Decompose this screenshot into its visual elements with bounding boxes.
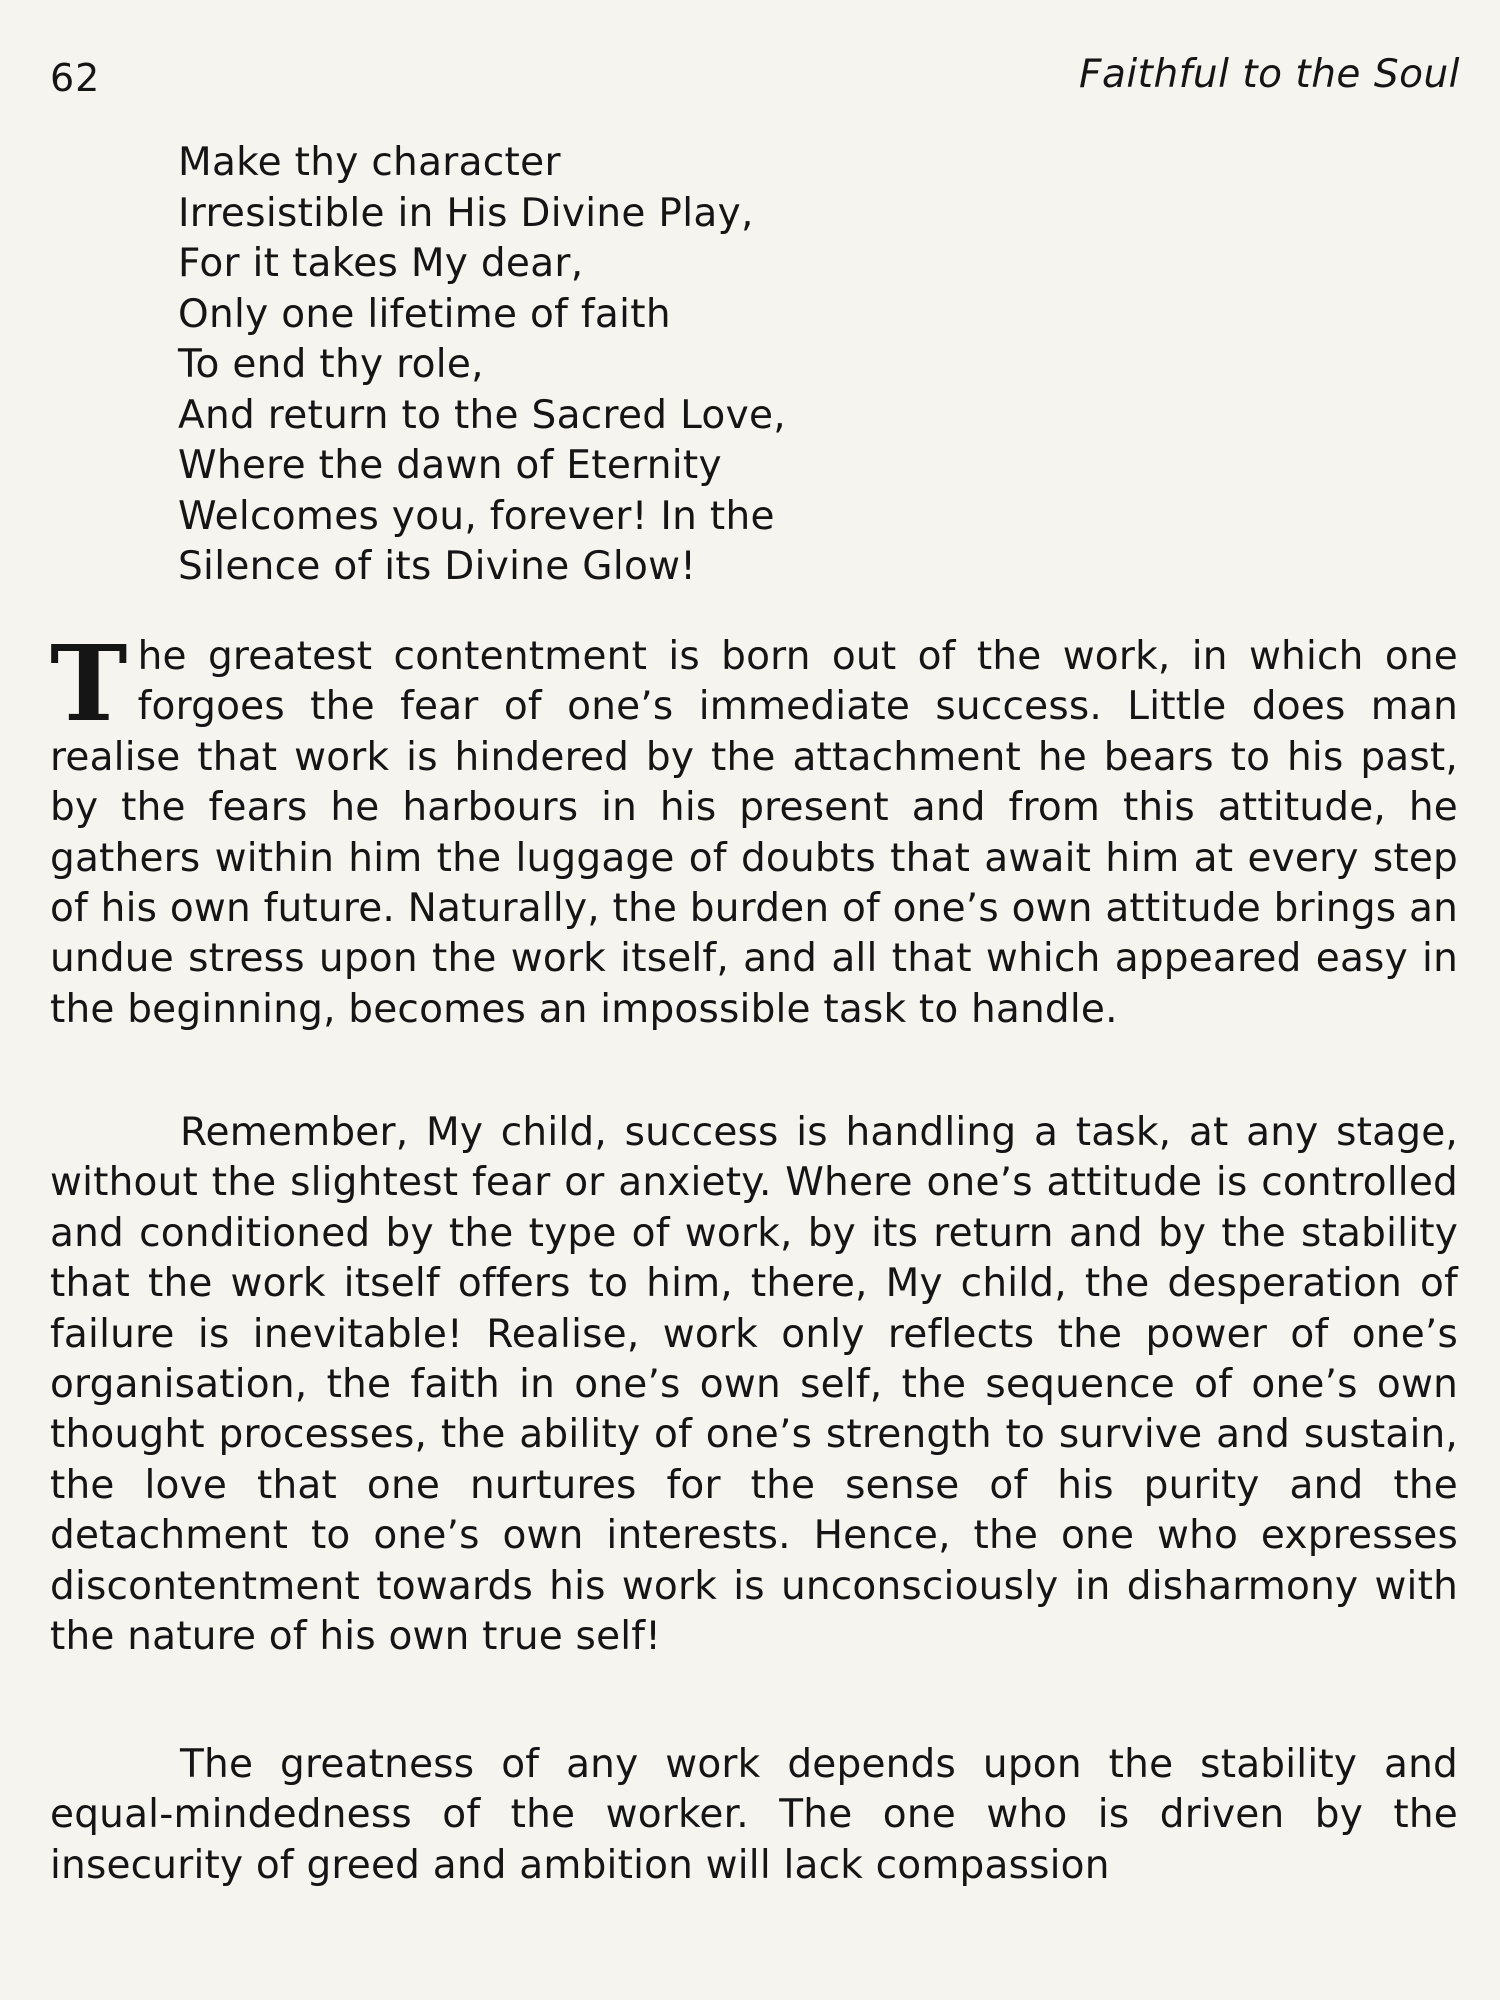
poem-line: Where the dawn of Eternity <box>178 443 722 488</box>
page-number: 62 <box>50 56 101 100</box>
paragraph-2 <box>50 1108 1458 1662</box>
poem-line: And return to the Sacred Love, <box>178 392 786 438</box>
poem-line: To end thy role, <box>178 342 484 387</box>
poem-line: Only one lifetime of faith <box>178 291 671 337</box>
paragraph-3 <box>50 1740 1458 1891</box>
paragraph-1 <box>50 622 1458 1035</box>
paragraph-3-text: The greatness of any work depends upon the stability and equal-mindedness of the worker. The one who is driven by the insecurity of greed and ambition will lack compassion <box>50 1742 1458 1888</box>
poem-line: For it takes My dear, <box>178 241 584 286</box>
running-title: Faithful to the Soul <box>1079 52 1460 97</box>
poem-line: Welcomes you, forever! In the <box>178 493 775 539</box>
paragraph-2-text: Remember, My child, success is handling a task, at any stage, without the slightest fear or anxiety. Where one’s attitude is controlled and conditioned by the type of work, by its return and by the stability that the work itself offers to him, there, My child, the desperation of failure is inevitable! Realise, work only reflects the power of one’s organisation, the faith in one’s own self, the sequence of one’s own thought processes, the ability of one’s strength to survive and sustain, the love that one nurtures for the sense of his purity and the detachment to one’s own interests. Hence, the one who expresses discontentment towards his work is unconsciously in disharmony with the nature of his own true self! <box>50 1110 1458 1660</box>
paragraph-1-text: he greatest contentment is born out of the work, in which one forgoes the fear of one’s immediate success. Little does man realise that work is hindered by the attachment he bears to his past, by the fears he harbours in his present and from this attitude, he gathers within him the luggage of doubts that await him at every step of his own future. Naturally, the burden of one’s own attitude brings an undue stress upon the work itself, and all that which appeared easy in the beginning, becomes an impossible task to handle. <box>50 634 1458 1032</box>
poem-line: Make thy character <box>178 140 561 185</box>
poem-line: Silence of its Divine Glow! <box>178 544 697 589</box>
poem <box>178 138 786 593</box>
poem-line: Irresistible in His Divine Play, <box>178 190 754 236</box>
drop-cap: T <box>50 622 128 745</box>
